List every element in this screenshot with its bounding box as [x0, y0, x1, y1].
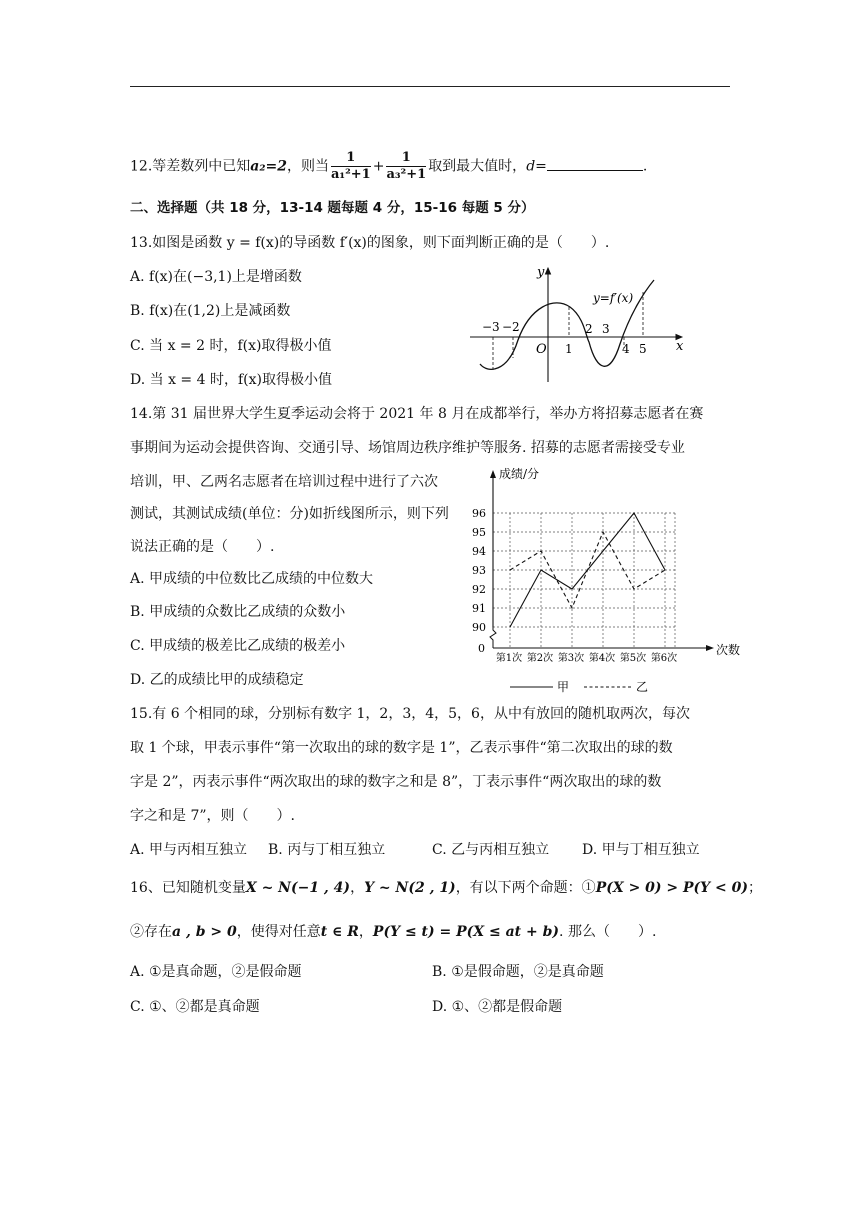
q15-line-4: 字之和是 7”，则（ ）.	[130, 808, 295, 824]
header-rule	[130, 86, 730, 87]
q16-line2-mid: ，使得对任意	[236, 924, 321, 940]
q12-frac1-denominator: a₁²+1	[330, 167, 371, 182]
q16-ab-condition: a , b > 0	[172, 924, 237, 940]
q16-t-in-r: t ∈ R	[320, 924, 359, 940]
y-tick-label: 90	[472, 621, 486, 634]
question-12	[130, 150, 647, 183]
q12-period: .	[642, 158, 648, 175]
q13-option-a: A. f(x)在(−3,1)上是增函数	[130, 269, 302, 285]
q12-answer-blank	[547, 169, 643, 171]
q14-line-5: 说法正确的是（ ）.	[130, 539, 275, 555]
q16-y-distribution: Y ~ N(2 , 1)	[364, 880, 456, 896]
y-tick-label: 95	[472, 526, 486, 539]
tick-label-2: 2	[585, 322, 593, 336]
q16-line2-pre: ②存在	[130, 924, 172, 940]
q14-line-1: 14.第 31 届世界大学生夏季运动会将于 2021 年 8 月在成都举行，举办方将招募志愿者在赛	[130, 406, 704, 422]
q13-option-c: C. 当 x = 2 时，f(x)取得极小值	[130, 338, 332, 354]
q16-text-pre: 16、已知随机变量	[130, 880, 246, 896]
tick-label-3: 3	[602, 322, 610, 336]
q12-text-pre: 12.等差数列中已知	[130, 158, 251, 175]
q14-line-3: 培训，甲、乙两名志愿者在培训过程中进行了六次	[130, 474, 438, 490]
chart-y-axis-label: 成绩/分	[499, 467, 540, 481]
q15-line-3: 字是 2”，丙表示事件“两次取出的球的数字之和是 8”，丁表示事件“两次取出的球的数	[130, 774, 662, 790]
q12-frac2-numerator: 1	[386, 150, 426, 167]
graph-x-label: x	[676, 339, 684, 354]
tick-label-4: 4	[622, 342, 630, 356]
x-tick-label: 第5次	[619, 653, 647, 664]
x-tick-label: 第3次	[557, 653, 585, 664]
y-tick-label: 94	[472, 545, 486, 558]
q14-option-d: D. 乙的成绩比甲的成绩稳定	[130, 672, 304, 688]
graph-y-label: y	[537, 265, 545, 280]
q13-option-b: B. f(x)在(1,2)上是减函数	[130, 303, 291, 319]
score-line-chart	[462, 462, 752, 698]
q16-line-2	[130, 922, 656, 942]
q16-option-c: C. ①、②都是真命题	[130, 999, 260, 1015]
q16-line2-end: . 那么（ ）.	[559, 924, 657, 940]
graph-origin-label: O	[536, 342, 547, 357]
q15-line-1: 15.有 6 个相同的球，分别标有数字 1，2，3，4，5，6，从中有放回的随机取两次，每次	[130, 706, 690, 722]
q14-option-c: C. 甲成绩的极差比乙成绩的极差小	[130, 638, 346, 654]
x-tick-label: 第4次	[588, 653, 616, 664]
section-2-heading: 二、选择题（共 18 分，13-14 题每题 4 分，15-16 每题 5 分）	[130, 200, 535, 216]
chart-x-axis-arrow	[706, 645, 714, 651]
y-tick-label: 92	[472, 583, 486, 596]
q16-x-distribution: X ~ N(−1 , 4)	[245, 880, 351, 896]
q12-variable: d=	[526, 158, 547, 175]
legend-label-series-2: 乙	[636, 680, 649, 694]
tick-label-minus3: −3	[482, 320, 500, 334]
q16-line2-sep: ，	[358, 924, 373, 940]
x-tick-label: 第2次	[526, 653, 554, 664]
y-tick-label: 96	[472, 507, 486, 520]
y-tick-label: 91	[472, 602, 486, 615]
q12-plus: +	[372, 158, 385, 175]
q15-option-a: A. 甲与丙相互独立	[130, 842, 248, 858]
q12-text-mid: ，则当	[286, 158, 329, 175]
q16-line1-end: ；	[748, 880, 763, 896]
q13-option-d: D. 当 x = 4 时，f(x)取得极小值	[130, 372, 332, 388]
q15-option-d: D. 甲与丁相互独立	[582, 842, 700, 858]
q16-separator: ，	[350, 880, 365, 896]
q16-proposition-2: P(Y ≤ t) = P(X ≤ at + b)	[372, 924, 560, 940]
q16-option-b: B. ①是假命题，②是真命题	[432, 964, 604, 980]
q12-fraction-2	[386, 150, 426, 183]
axis-break-mark	[490, 627, 496, 648]
q12-fraction-1	[331, 150, 371, 183]
y-tick-label: 93	[472, 564, 486, 577]
tick-label-minus2: −2	[502, 320, 520, 334]
q13-stem: 13.如图是函数 y = f(x)的导函数 f′(x)的图象，则下面判断正确的是（ ）.	[130, 235, 610, 251]
q12-text-post: 取到最大值时，	[428, 158, 527, 175]
q16-option-a: A. ①是真命题，②是假命题	[130, 964, 302, 980]
y-tick-label: 0	[478, 642, 485, 655]
legend-label-series-1: 甲	[557, 680, 570, 694]
derivative-graph	[462, 262, 692, 386]
q16-text-mid: ，有以下两个命题：①	[455, 880, 596, 896]
q16-proposition-1: P(X > 0) > P(Y < 0)	[595, 880, 749, 896]
q14-option-a: A. 甲成绩的中位数比乙成绩的中位数大	[130, 571, 374, 587]
q15-line-2: 取 1 个球，甲表示事件“第一次取出的球的数字是 1”，乙表示事件“第二次取出的球的数	[130, 740, 673, 756]
q16-line-1	[130, 878, 762, 898]
q15-option-b: B. 丙与丁相互独立	[268, 842, 386, 858]
tick-label-5: 5	[639, 342, 647, 356]
q15-option-c: C. 乙与丙相互独立	[432, 842, 550, 858]
q16-option-d: D. ①、②都是假命题	[432, 999, 563, 1015]
tick-label-1: 1	[565, 342, 573, 356]
q12-frac1-numerator: 1	[331, 150, 371, 167]
q12-condition: a₂=2	[250, 158, 287, 175]
x-tick-label: 第1次	[495, 653, 523, 664]
q12-frac2-denominator: a₃²+1	[386, 167, 427, 182]
graph-curve-label: y=f′(x)	[593, 291, 634, 305]
chart-y-axis-arrow	[490, 470, 496, 478]
q14-option-b: B. 甲成绩的众数比乙成绩的众数小	[130, 604, 346, 620]
chart-x-axis-label: 次数	[716, 643, 741, 657]
q14-line-2: 事期间为运动会提供咨询、交通引导、场馆周边秩序维护等服务. 招募的志愿者需接受专业	[130, 440, 685, 456]
q14-line-4: 测试，其测试成绩(单位：分)如折线图所示，则下列	[130, 506, 449, 522]
x-tick-label: 第6次	[650, 653, 678, 664]
